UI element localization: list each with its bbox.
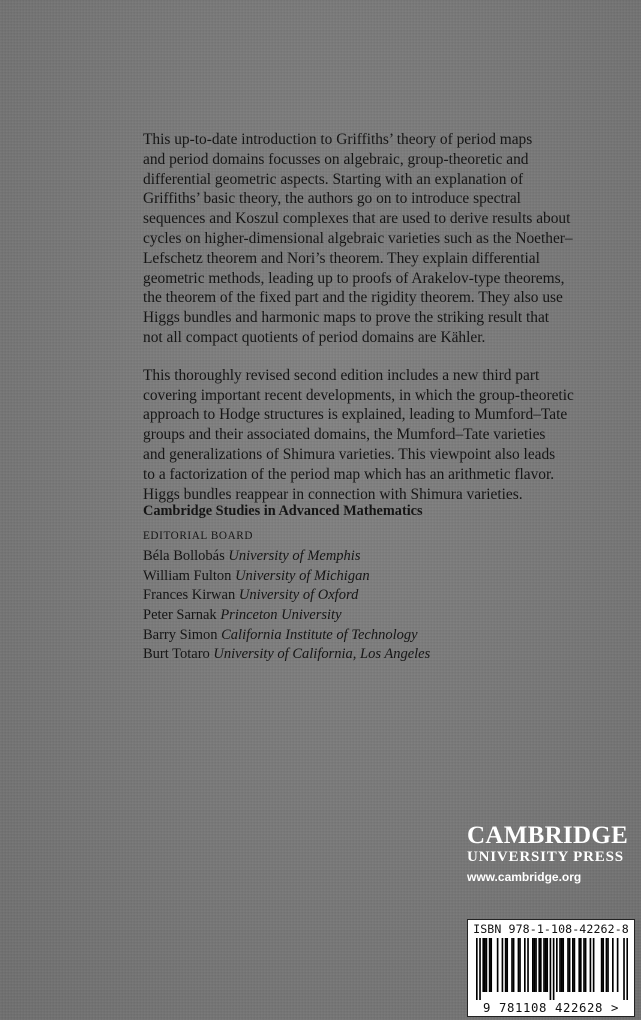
- barcode-bar: [489, 938, 491, 992]
- text-line: approach to Hodge structures is explained, leading to Mumford–Tate: [143, 406, 568, 424]
- isbn-label: ISBN 978-1-108-42262-8: [473, 922, 629, 936]
- text-line: Higgs bundles and harmonic maps to prove the striking result that: [143, 309, 550, 327]
- board-member: [143, 567, 543, 587]
- editorial-board-label: EDITORIAL BOARD: [143, 529, 253, 542]
- text-line: and period domains focusses on algebraic, group-theoretic and: [143, 150, 529, 168]
- barcode-bar: [519, 938, 521, 992]
- series-title: Cambridge Studies in Advanced Mathematics: [143, 503, 423, 519]
- barcode-bar: [545, 938, 547, 992]
- publisher-url: www.cambridge.org: [467, 870, 582, 884]
- barcode-bar: [490, 938, 492, 992]
- barcode-bar: [506, 938, 508, 992]
- board-member: [143, 586, 543, 606]
- member-name: Frances Kirwan: [143, 587, 236, 604]
- text-line: This up-to-date introduction to Griffiths’ theory of period maps: [143, 131, 533, 148]
- barcode-bar: [578, 938, 580, 992]
- barcode-bar: [617, 938, 619, 992]
- barcode-bar: [580, 938, 582, 992]
- description-paragraph-1: [143, 130, 573, 348]
- text-line: covering important recent developments, in which the group-theoretic: [143, 386, 574, 404]
- barcode-bar: [513, 938, 515, 992]
- barcode-bar: [505, 938, 507, 992]
- barcode-bar: [534, 938, 536, 992]
- member-name: Béla Bollobás: [143, 548, 225, 565]
- barcode-bar: [602, 938, 604, 992]
- member-affiliation: University of Oxford: [238, 587, 359, 604]
- member-affiliation: University of Memphis: [228, 548, 361, 565]
- barcode-bar: [626, 938, 628, 1000]
- barcode-bar: [524, 938, 526, 992]
- barcode-bar: [593, 938, 595, 992]
- barcode-bar: [543, 938, 545, 992]
- barcode-bar: [623, 938, 625, 1000]
- text-line: This thoroughly revised second edition includes a new third part: [143, 366, 540, 384]
- barcode-bar: [518, 938, 520, 992]
- barcode-bar: [550, 938, 552, 1000]
- barcode-bar: [585, 938, 587, 992]
- barcode-bar: [479, 938, 481, 1000]
- board-member: [143, 645, 543, 665]
- barcode-bar: [562, 938, 564, 992]
- barcode-bar: [569, 938, 571, 992]
- barcode-bar: [538, 938, 540, 992]
- book-description: [143, 130, 574, 522]
- barcode-digits: 9 781108 422628 >: [482, 1001, 620, 1015]
- text-line: to a factorization of the period map which has an arithmetic flavor.: [143, 465, 555, 483]
- barcode-bar: [527, 938, 529, 992]
- series-info: [143, 502, 543, 665]
- member-affiliation: University of Michigan: [235, 567, 370, 584]
- barcode-bar: [497, 938, 499, 992]
- barcode-bar: [482, 938, 484, 992]
- barcode-bar: [561, 938, 563, 992]
- barcode-bar: [559, 938, 561, 992]
- member-name: Peter Sarnak: [143, 606, 217, 623]
- barcode-bar: [486, 938, 488, 992]
- board-member: [143, 626, 543, 646]
- member-affiliation: Princeton University: [220, 606, 342, 623]
- member-name: Burt Totaro: [143, 646, 210, 663]
- text-line: and generalizations of Shimura varieties. This viewpoint also leads: [143, 445, 556, 463]
- text-line: the theorem of the fixed part and the rigidity theorem. They also use: [143, 289, 563, 307]
- text-line: sequences and Koszul complexes that are used to derive results about: [143, 210, 571, 228]
- barcode-bar: [535, 938, 537, 992]
- barcode-bars: [476, 938, 628, 1000]
- text-line: geometric methods, leading up to proofs of Arakelov-type theorems,: [143, 269, 565, 287]
- barcode-bar: [607, 938, 609, 992]
- barcode-bar: [612, 938, 614, 992]
- barcode-bar: [574, 938, 576, 992]
- barcode-bar: [546, 938, 548, 992]
- barcode-bar: [601, 938, 603, 992]
- barcode-bar: [532, 938, 534, 992]
- text-line: not all compact quotients of period domains are Kähler.: [143, 328, 486, 346]
- text-line: Lefschetz theorem and Nori’s theorem. They explain differential: [143, 249, 540, 267]
- board-member: [143, 547, 543, 567]
- publisher-logo: CAMBRIDGE: [467, 822, 629, 849]
- publisher-subtitle: UNIVERSITY PRESS: [467, 849, 624, 865]
- barcode-bar: [556, 938, 558, 992]
- publisher-block: [467, 823, 641, 885]
- barcode-bar: [606, 938, 608, 992]
- member-affiliation: California Institute of Technology: [221, 626, 418, 643]
- barcode-bar: [476, 938, 478, 1000]
- text-line: groups and their associated domains, the Mumford–Tate varieties: [143, 426, 546, 444]
- barcode-bar: [572, 938, 574, 992]
- barcode-bar: [567, 938, 569, 992]
- member-name: Barry Simon: [143, 626, 218, 643]
- barcode-bar: [553, 938, 555, 1000]
- member-name: William Fulton: [143, 567, 232, 584]
- barcode-bar: [511, 938, 513, 992]
- board-member: [143, 606, 543, 626]
- text-line: cycles on higher-dimensional algebraic varieties such as the Noether–: [143, 229, 573, 247]
- barcode-bar: [590, 938, 592, 992]
- description-paragraph-2: [143, 366, 574, 505]
- text-line: Griffiths’ basic theory, the authors go on to introduce spectral: [143, 190, 521, 208]
- barcode-bar: [502, 938, 504, 992]
- text-line: Higgs bundles reappear in connection with Shimura varieties.: [143, 485, 523, 503]
- isbn-barcode: [467, 919, 635, 1017]
- text-line: differential geometric aspects. Starting with an explanation of: [143, 170, 524, 188]
- member-affiliation: University of California, Los Angeles: [213, 646, 431, 663]
- barcode-bar: [540, 938, 542, 992]
- barcode-bar: [583, 938, 585, 992]
- barcode-bar: [484, 938, 486, 992]
